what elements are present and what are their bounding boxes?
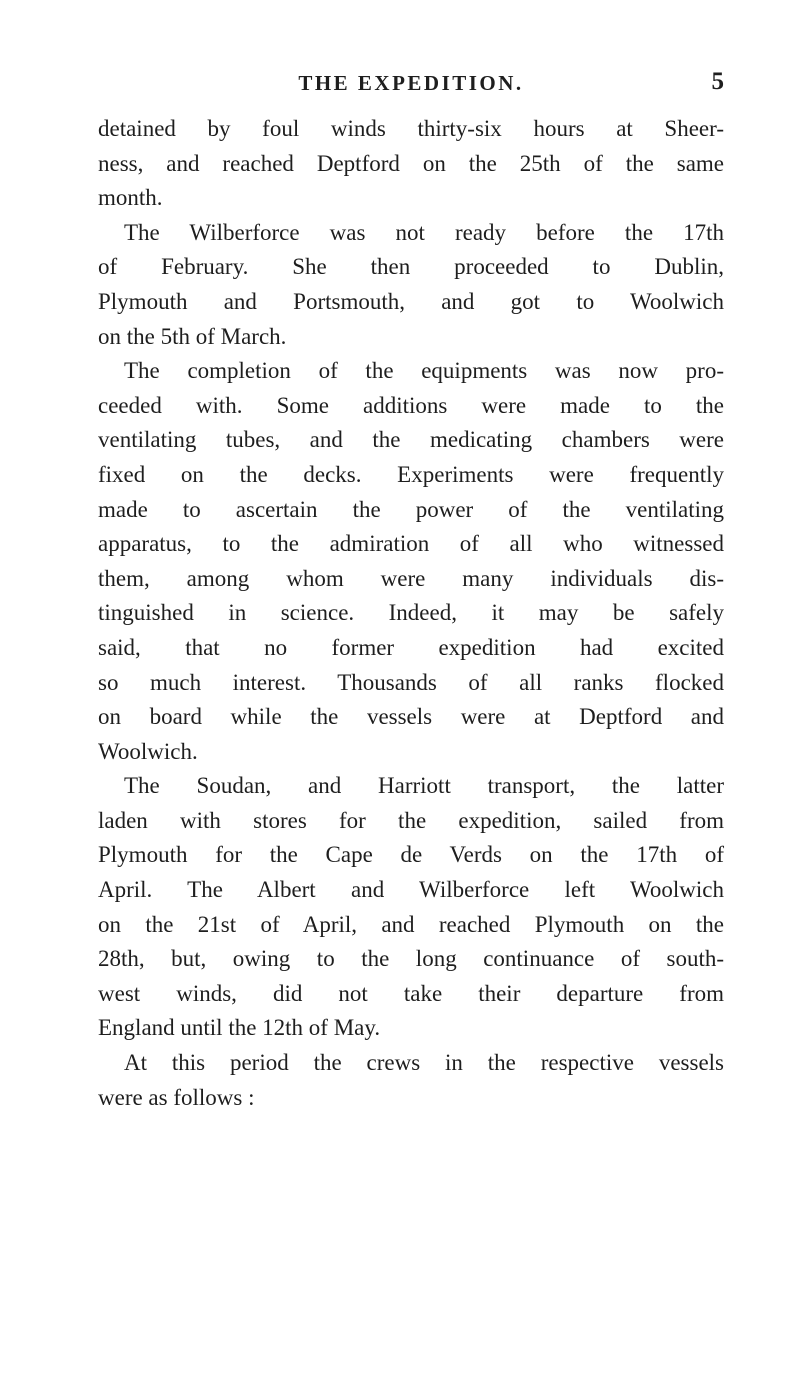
running-head bbox=[98, 66, 724, 106]
text-line: 28th, but, owing to the long continuance of south- bbox=[98, 946, 724, 972]
text-line: on the 21st of April, and reached Plymouth on the bbox=[98, 911, 724, 937]
text-line: tinguished in science. Indeed, it may be safely bbox=[98, 600, 724, 626]
text-line: month. bbox=[98, 185, 163, 211]
text-line: laden with stores for the expedition, sailed from bbox=[98, 807, 724, 833]
text-line: were as follows : bbox=[98, 1084, 255, 1110]
text-line: April. The Albert and Wilberforce left Woolwich bbox=[98, 877, 724, 903]
text-line: of February. She then proceeded to Dublin, bbox=[98, 254, 724, 280]
text-line: fixed on the decks. Experiments were frequently bbox=[98, 461, 724, 487]
text-line: apparatus, to the admiration of all who witnessed bbox=[98, 531, 724, 557]
text-line: Plymouth for the Cape de Verds on the 17th of bbox=[98, 842, 724, 868]
text-line: Plymouth and Portsmouth, and got to Woolwich bbox=[98, 288, 724, 314]
text-line: The Soudan, and Harriott transport, the latter bbox=[124, 773, 724, 799]
body-text bbox=[98, 112, 724, 1115]
text-line: ceeded with. Some additions were made to the bbox=[98, 392, 724, 418]
text-line: said, that no former expedition had excited bbox=[98, 634, 724, 660]
text-line: detained by foul winds thirty-six hours at Sheer- bbox=[98, 116, 724, 141]
text-line: on board while the vessels were at Deptford and bbox=[98, 704, 724, 730]
text-line: ness, and reached Deptford on the 25th of the same bbox=[98, 150, 724, 176]
text-line: on the 5th of March. bbox=[98, 323, 287, 349]
text-line: west winds, did not take their departure from bbox=[98, 980, 724, 1006]
text-line: The Wilberforce was not ready before the 17th bbox=[124, 219, 724, 245]
running-title: THE EXPEDITION. bbox=[298, 71, 524, 95]
text-line: made to ascertain the power of the ventilating bbox=[98, 496, 724, 522]
text-line: The completion of the equipments was now pro- bbox=[124, 358, 724, 384]
page-number: 5 bbox=[711, 68, 724, 95]
text-line: them, among whom were many individuals dis- bbox=[98, 565, 724, 591]
text-line: so much interest. Thousands of all ranks flocked bbox=[98, 669, 724, 695]
text-line: At this period the crews in the respective vessels bbox=[124, 1050, 724, 1076]
text-line: Woolwich. bbox=[98, 738, 198, 764]
text-line: England until the 12th of May. bbox=[98, 1015, 381, 1041]
text-line: ventilating tubes, and the medicating chambers were bbox=[98, 427, 724, 453]
